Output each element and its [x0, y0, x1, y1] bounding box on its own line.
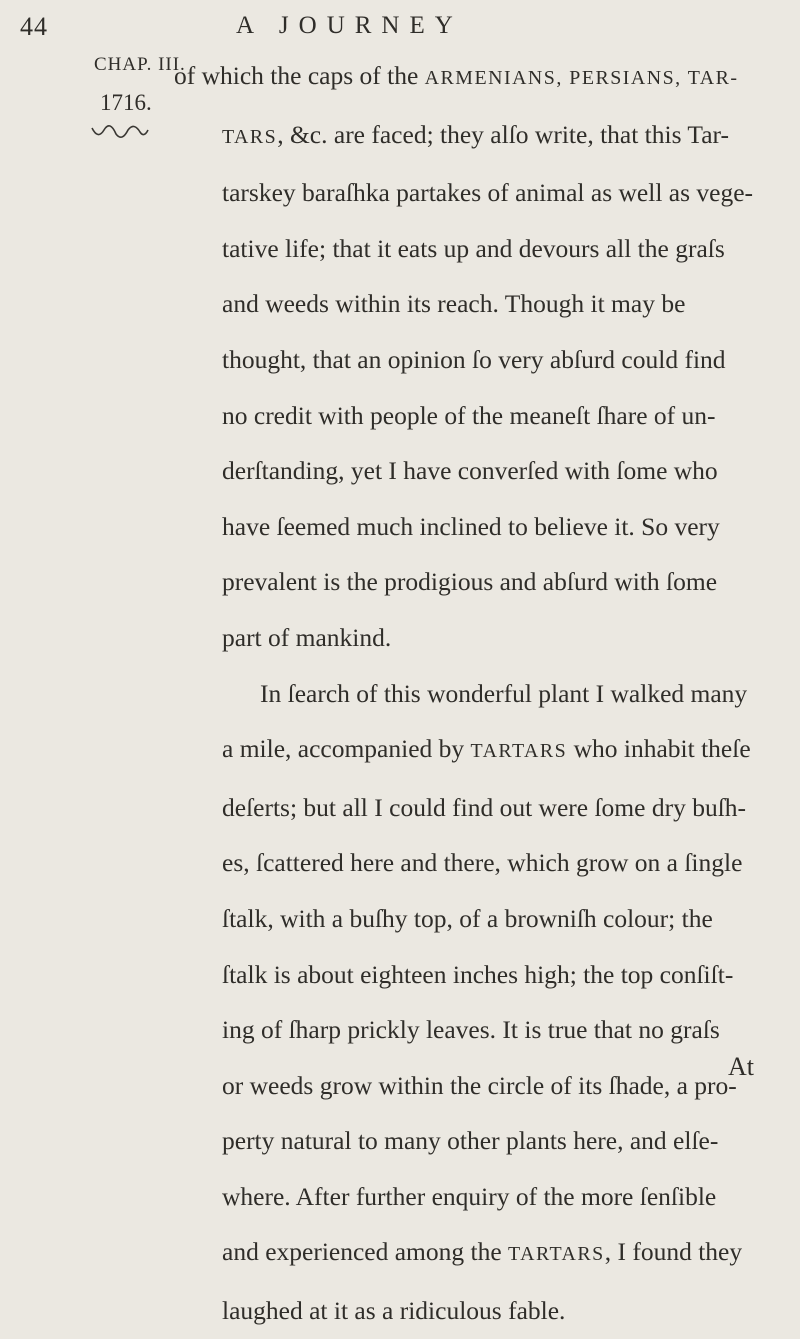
text-line — [222, 388, 782, 444]
text-line — [222, 221, 782, 277]
small-caps-text: TARTARS — [470, 740, 568, 763]
text-line — [222, 947, 782, 1003]
text-line — [222, 1002, 782, 1058]
small-caps-text: ARMENIANS, PERSIANS, TAR- — [424, 67, 739, 89]
text-line — [222, 165, 782, 221]
handwritten-squiggle-mark — [90, 122, 150, 144]
page-number: 44 — [20, 12, 48, 41]
text-line — [174, 48, 782, 107]
text-segment: and experienced among the — [222, 1237, 509, 1267]
text-segment: es, ſcattered here and there, which grow on a ſingle — [222, 848, 743, 878]
text-segment: and weeds within its reach. Though it may be — [222, 289, 686, 319]
text-line — [222, 610, 782, 666]
text-segment: ſtalk is about eighteen inches high; the top conſiſt- — [222, 959, 734, 989]
text-line — [222, 666, 782, 722]
text-line — [222, 1224, 782, 1283]
text-line — [222, 721, 782, 780]
text-segment: In ſearch of this wonderful plant I walked many — [260, 678, 748, 708]
text-segment: thought, that an opinion ſo very abſurd could find — [222, 344, 726, 374]
body-text — [174, 48, 782, 1339]
text-segment: perty natural to many other plants here, and elſe- — [222, 1126, 719, 1156]
text-segment: laughed at it as a ridiculous fable. — [222, 1296, 566, 1326]
catchword: At — [728, 1052, 754, 1081]
margin-chapter-label: CHAP. III. — [94, 54, 186, 75]
text-segment: where. After further enquiry of the more ſenſible — [222, 1181, 717, 1211]
text-line — [222, 107, 782, 166]
text-segment: have ſeemed much inclined to believe it. So very — [222, 511, 720, 541]
text-segment: derſtanding, yet I have converſed with ſome who — [222, 456, 718, 486]
text-line — [222, 1058, 782, 1114]
text-segment: a mile, accompanied by — [222, 734, 471, 764]
small-caps-text: TARS — [222, 125, 278, 148]
text-line — [222, 499, 782, 555]
text-line — [222, 276, 782, 332]
text-line — [222, 891, 782, 947]
text-line — [222, 835, 782, 891]
text-segment: part of mankind. — [222, 622, 392, 652]
running-title: A JOURNEY — [236, 12, 463, 39]
text-segment: , I found they — [604, 1237, 743, 1267]
text-line — [222, 554, 782, 610]
text-segment: who inhabit theſe — [567, 734, 751, 764]
text-segment: prevalent is the prodigious and abſurd with ſome — [222, 567, 718, 597]
text-segment: deſerts; but all I could find out were ſome dry buſh- — [222, 792, 747, 822]
text-segment: tative life; that it eats up and devours all the graſs — [222, 233, 725, 263]
text-segment: ſtalk, with a buſhy top, of a browniſh colour; the — [222, 903, 713, 933]
text-segment: of which the caps of the — [174, 61, 425, 90]
small-caps-text: TARTARS — [508, 1243, 605, 1266]
margin-year: 1716. — [100, 90, 152, 115]
text-line — [222, 1283, 782, 1339]
text-line — [222, 1169, 782, 1225]
text-segment: no credit with people of the meaneſt ſhare of un- — [222, 400, 716, 430]
text-segment: , &c. are faced; they alſo write, that this Tar- — [277, 119, 730, 149]
text-segment: tarskey baraſhka partakes of animal as well as vege- — [222, 178, 754, 208]
text-line — [222, 332, 782, 388]
text-line — [222, 443, 782, 499]
text-line — [222, 780, 782, 836]
text-line — [222, 1113, 782, 1169]
text-segment: ing of ſharp prickly leaves. It is true that no graſs — [222, 1015, 720, 1045]
text-segment: or weeds grow within the circle of its ſhade, a pro- — [222, 1070, 737, 1100]
